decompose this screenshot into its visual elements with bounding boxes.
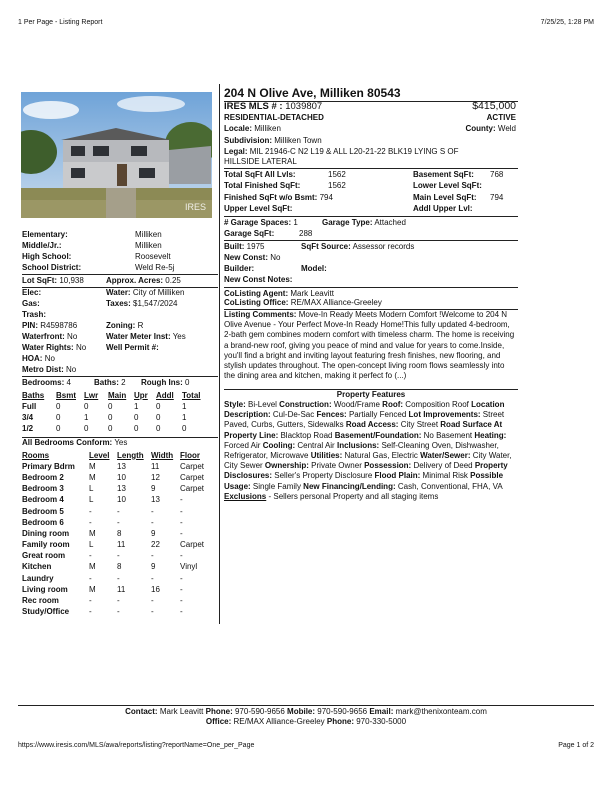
property-features-text: Style: Bi-Level Construction: Wood/Frame Roof: Composition Roof Location Description: Cul-De-Sac Fences: Partially Fenced Lot Improvements: Street Paved, Curbs, Gutters, Sidewalks Road Access: City Street Road Surface At Property Line: Blacktop Road Basement/Foundation: No Basement Heating: Forced Air Cooling: Central Air Inclusions: Self-Cleaning Oven, Dishwasher, Refrigerator, Microwave Utilities: Natural Gas, Electric Water/Sewer: City Water, City Sewer Ownership: Private Owner Possession: Delivery of Deed Property Disclosures: Seller's Property Disclosure Flood Plain: Minimal Risk Possible Usage: Single Family New Financing/Lending: Cash, Conventional, FHA, VA Exclusions - Sellers personal Property and all staging items (224, 400, 512, 501)
water: Water: City of Milliken (106, 288, 185, 297)
zoning: Zoning: R (106, 321, 144, 330)
photo-watermark: IRES (184, 201, 206, 212)
total-finished-sqft: Total Finished SqFt: 1562 (224, 181, 346, 190)
rooms-table (22, 450, 212, 618)
basement-sqft: Basement SqFt: 768 (413, 170, 504, 179)
agent-email[interactable]: mark@thenixonteam.com (395, 707, 487, 716)
bedrooms-conform: All Bedrooms Conform: Yes (22, 438, 128, 447)
main-level-sqft: Main Level SqFt: 794 (413, 193, 504, 202)
print-header-title: 1 Per Page - Listing Report (18, 19, 103, 26)
pin: PIN: R4598786 (22, 321, 78, 330)
property-type: RESIDENTIAL-DETACHED (224, 113, 324, 122)
taxes: Taxes: $1,547/2024 (106, 299, 178, 308)
table-row: Bedroom 6 - - - - (22, 517, 183, 527)
rough-ins: Rough Ins: 0 (141, 378, 190, 387)
well-permit: Well Permit #: (106, 343, 159, 352)
high-school-row: High School: Roosevelt (22, 252, 171, 261)
county-row: County: Weld (465, 124, 516, 133)
exclusions-link[interactable]: Exclusions (224, 491, 267, 501)
house-photo-image (21, 92, 212, 218)
bedrooms: Bedrooms: 4 (22, 378, 71, 387)
listing-photo[interactable] (21, 92, 212, 218)
new-const-notes: New Const Notes: (224, 275, 293, 284)
legal-row: Legal: MIL 21946-C N2 L19 & ALL L20-21-22 BLK19 LYING S OF HILLSIDE LATERAL (224, 147, 459, 167)
elementary-row: Elementary: Milliken (22, 230, 162, 239)
print-header-datetime: 7/25/25, 1:28 PM (540, 19, 594, 26)
contact-line: Contact: Mark Leavitt Phone: 970-590-9656 Mobile: 970-590-9656 Email: mark@thenixonteam.com (125, 707, 487, 716)
waterfront: Waterfront: No (22, 332, 78, 341)
subdivision-row: Subdivision: Milliken Town (224, 136, 322, 145)
water-rights: Water Rights: No (22, 343, 87, 352)
upper-level-sqft: Upper Level SqFt: (224, 204, 293, 213)
lot-sqft: Lot SqFt: 10,938 (22, 276, 84, 285)
table-row: Bedroom 3 L 13 9 Carpet (22, 484, 205, 494)
table-row: Dining room M 8 9 - (22, 528, 183, 538)
print-footer-url[interactable]: https://www.iresis.com/MLS/awa/reports/listing?reportName=One_per_Page (18, 742, 255, 749)
table-row: Bedroom 5 - - - - (22, 506, 183, 516)
baths-table-header: Baths Bsmt Lwr Main Upr Addl Total (22, 390, 201, 400)
school-district-row: School District: Weld Re-5j (22, 263, 175, 272)
sqft-source: SqFt Source: Assessor records (301, 242, 415, 251)
listing-address: 204 N Olive Ave, Milliken 80543 (224, 86, 401, 100)
trash: Trash: (22, 310, 47, 319)
hoa: HOA: No (22, 354, 55, 363)
table-row: Bedroom 4 L 10 13 - (22, 495, 183, 505)
table-row: Kitchen M 8 9 Vinyl (22, 562, 198, 572)
metro-dist: Metro Dist: No (22, 365, 77, 374)
table-row: Family room L 11 22 Carpet (22, 540, 205, 550)
approx-acres: Approx. Acres: 0.25 (106, 276, 181, 285)
year-built: Built: 1975 (224, 242, 265, 251)
colisting-agent: CoListing Agent: Mark Leavitt (224, 289, 334, 298)
locale-row: Locale: Milliken (224, 124, 281, 133)
middle-row: Middle/Jr.: Milliken (22, 241, 162, 250)
garage-spaces: # Garage Spaces: 1 (224, 218, 298, 227)
model: Model: (301, 264, 327, 273)
finished-wo-bsmt: Finished SqFt w/o Bsmt: 794 (224, 193, 333, 202)
table-row: Rec room - - - - (22, 596, 183, 606)
print-footer-page: Page 1 of 2 (558, 742, 594, 749)
table-row: Laundry - - - - (22, 573, 183, 583)
table-row: 3/4 0 1 0 0 0 1 (22, 412, 187, 422)
rooms-table-header: Rooms Level Length Width Floor (22, 450, 200, 460)
garage-sqft: Garage SqFt: 288 (224, 229, 313, 238)
table-row: Study/Office - - - - (22, 607, 183, 617)
lower-level-sqft: Lower Level SqFt: (413, 181, 482, 190)
listing-price: $415,000 (472, 100, 516, 112)
listing-status: ACTIVE (486, 113, 516, 122)
listing-comments: Listing Comments: Move-In Ready Meets Modern Comfort !Welcome to 204 N Olive Avenue - Your Perfect Move-In Ready Home!This fully updated 4-bedroom, 2-bath gem combines modern comfort with timeless charm. The home is receiving a brand-new roof, giving you peace of mind and value for years to come.Inside, you'll find a bright and inviting layout featuring fresh finishes, new flooring, and stylish updates throughout. The open-concept living room flows seamlessly into the dining area and kitchen, making it perfect fo (...) (224, 310, 515, 381)
baths-table (22, 390, 208, 435)
builder: Builder: (224, 264, 255, 273)
elec: Elec: (22, 288, 42, 297)
table-row: Primary Bdrm M 13 11 Carpet (22, 461, 205, 471)
addl-upper-lvl: Addl Upper Lvl: (413, 204, 473, 213)
water-meter: Water Meter Inst: Yes (106, 332, 186, 341)
table-row: 1/2 0 0 0 0 0 0 (22, 424, 187, 434)
table-row: Bedroom 2 M 10 12 Carpet (22, 472, 205, 482)
colisting-office: CoListing Office: RE/MAX Alliance-Greeley (224, 298, 382, 307)
mls-number: 1039807 (285, 101, 323, 112)
new-const: New Const: No (224, 253, 281, 262)
total-sqft-all: Total SqFt All Lvls: 1562 (224, 170, 346, 179)
table-row: Great room - - - - (22, 551, 183, 561)
gas: Gas: (22, 299, 40, 308)
office-line: Office: RE/MAX Alliance-Greeley Phone: 970-330-5000 (205, 717, 407, 726)
table-row: Full 0 0 0 1 0 1 (22, 401, 187, 411)
mls-row: IRES MLS # : 1039807 (224, 101, 323, 112)
property-features-title: Property Features (336, 390, 406, 399)
table-row: Living room M 11 16 - (22, 584, 183, 594)
garage-type: Garage Type: Attached (322, 218, 406, 227)
baths: Baths: 2 (94, 378, 126, 387)
